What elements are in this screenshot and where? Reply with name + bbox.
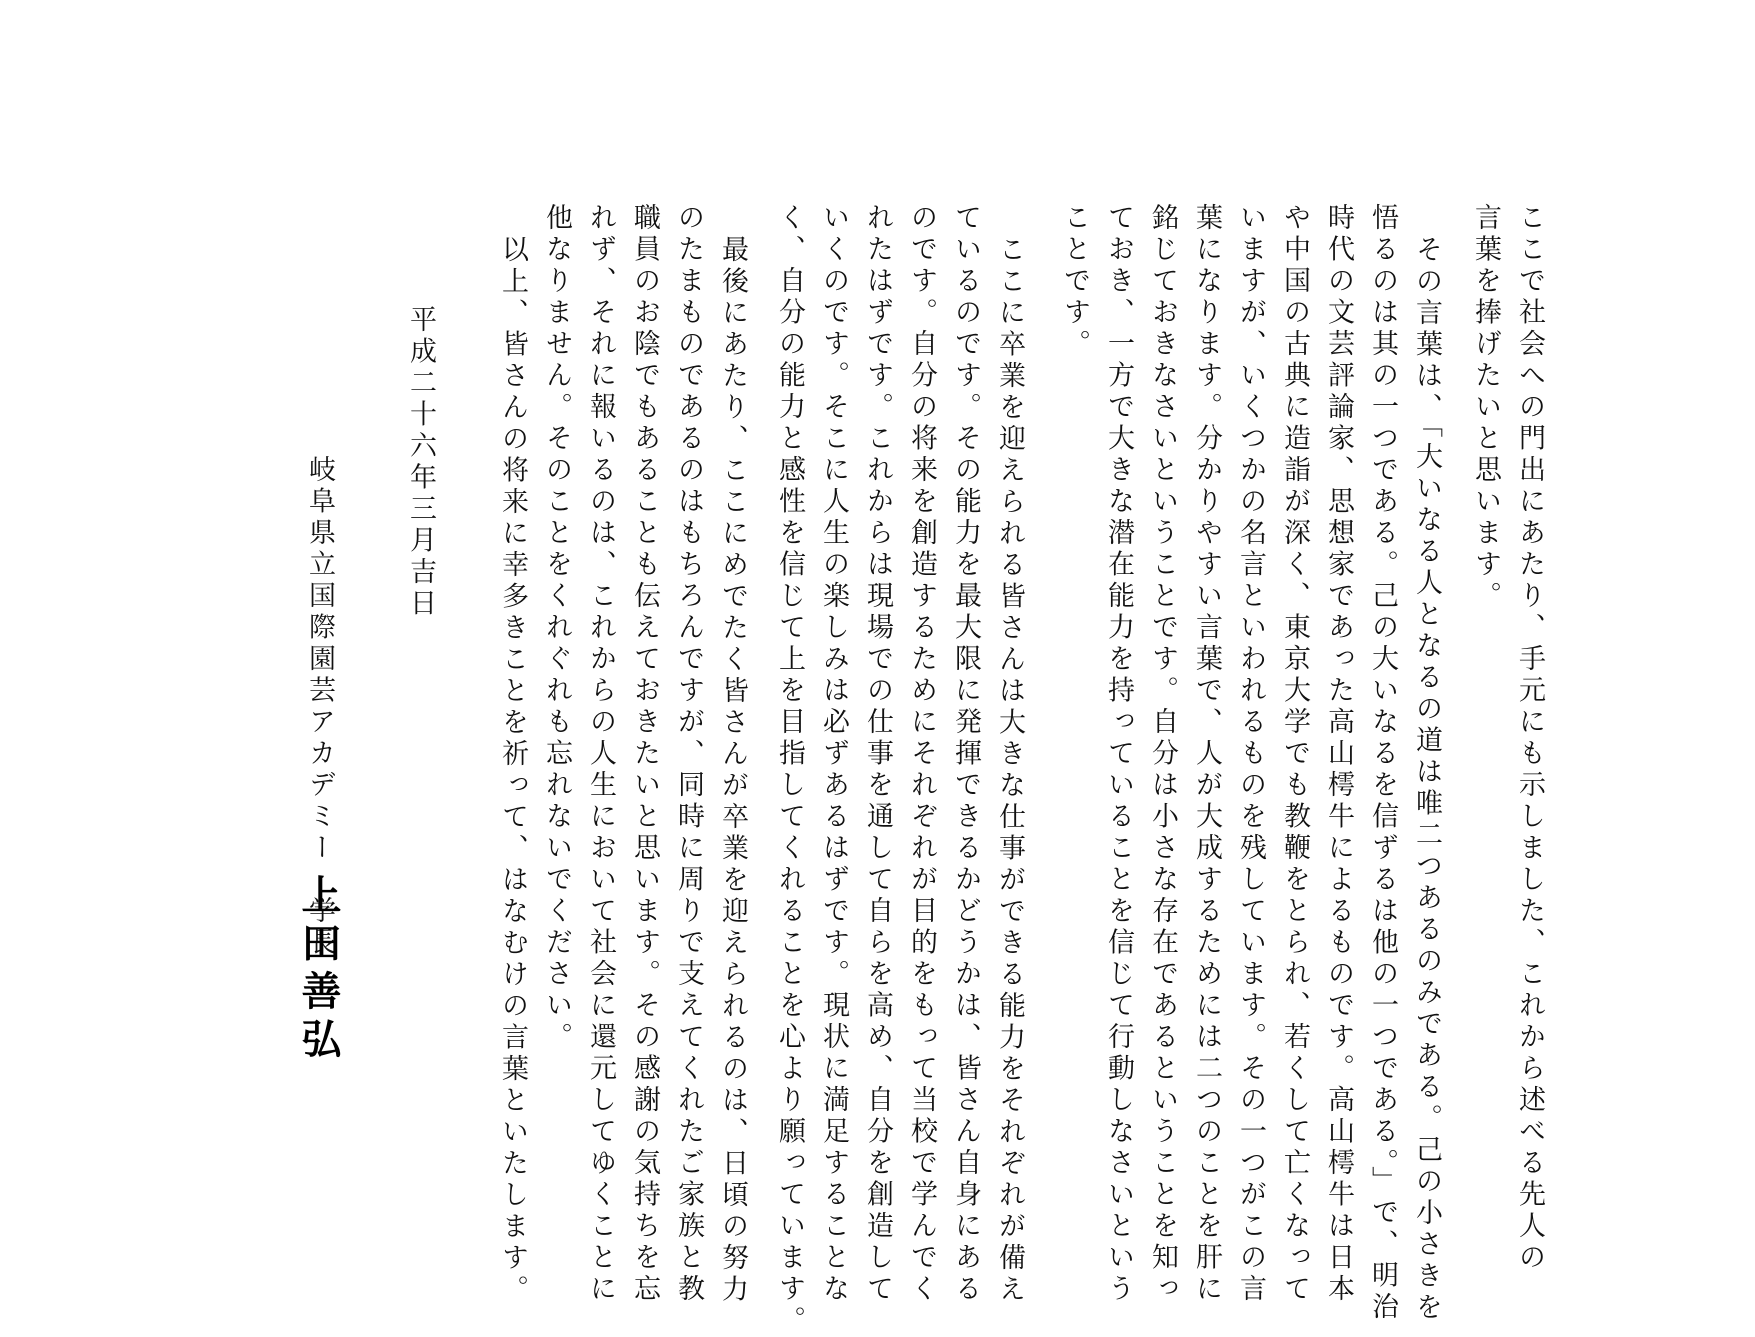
paragraph-quote-line-1: その言葉は、「大いなる人となるの道は唯二つあるのみである。己の小さきを [1411,235,1442,1324]
paragraph-ability-line-4: れたはずです。これからは現場での仕事を通して自らを高め、自分を創造して [862,203,893,1306]
paragraph-closing-line-1: 以上、皆さんの将来に幸多きことを祈って、はなむけの言葉といたします。 [497,235,528,1306]
paragraph-gratitude-line-3: 職員のお陰でもあることも伝えておきたいと思います。その感謝の気持ちを忘 [629,203,660,1306]
paragraph-quote-line-6: 葉になります。分かりやすい言葉で、人が大成するためには二つのことを肝に [1191,203,1222,1306]
paragraph-gratitude-line-2: のたまものであるのはもちろんですが、同時に周りで支えてくれたご家族と教 [673,203,704,1306]
paragraph-quote-line-3: 時代の文芸評論家、思想家であった高山樗牛によるものです。高山樗牛は日本 [1323,203,1354,1306]
date-line: 平成二十六年三月吉日 [405,305,436,620]
paragraph-ability-line-3: のです。自分の将来を創造するためにそれぞれが目的をもって当校で学んでく [906,203,937,1306]
paragraph-gratitude-line-4: れず、それに報いるのは、これからの人生において社会に還元してゆくことに [585,203,616,1306]
signature-title-line: 岐阜県立国際園芸アカデミー 学長 [304,455,335,959]
paragraph-quote-line-5: いますが、いくつかの名言といわれるものを残しています。その一つがこの言 [1235,203,1266,1306]
paragraph-quote-line-7: 銘じておきなさいということです。自分は小さな存在であるということを知っ [1147,203,1178,1306]
paragraph-ability-line-6: く、自分の能力と感性を信じて上を目指してくれることを心より願っています。 [774,203,805,1337]
paragraph-quote-line-8: ておき、一方で大きな潜在能力を持っていることを信じて行動しなさいという [1103,203,1134,1306]
paragraph-introduction-line-1: ここで社会への門出にあたり、手元にも示しました、これから述べる先人の [1514,203,1545,1274]
paragraph-ability-line-2: ているのです。その能力を最大限に発揮できるかどうかは、皆さん自身にある [950,203,981,1306]
signature-name: 上田善弘 [295,874,342,1066]
paragraph-ability-line-5: いくのです。そこに人生の楽しみは必ずあるはずです。現状に満足することな [818,203,849,1306]
paragraph-ability-line-1: ここに卒業を迎えられる皆さんは大きな仕事ができる能力をそれぞれが備え [994,235,1025,1306]
paragraph-gratitude-line-5: 他なりません。そのことをくれぐれも忘れないでください。 [541,203,572,1054]
paragraph-quote-line-4: や中国の古典に造詣が深く、東京大学でも教鞭をとられ、若くして亡くなって [1279,203,1310,1306]
paragraph-quote-line-2: 悟るのは其の一つである。己の大いなるを信ずるは他の一つである。」で、明治 [1367,203,1398,1324]
paragraph-introduction-line-2: 言葉を捧げたいと思います。 [1470,203,1501,613]
paragraph-gratitude-line-1: 最後にあたり、ここにめでたく皆さんが卒業を迎えられるのは、日頃の努力 [717,235,748,1306]
paragraph-quote-line-9: ことです。 [1059,203,1090,361]
